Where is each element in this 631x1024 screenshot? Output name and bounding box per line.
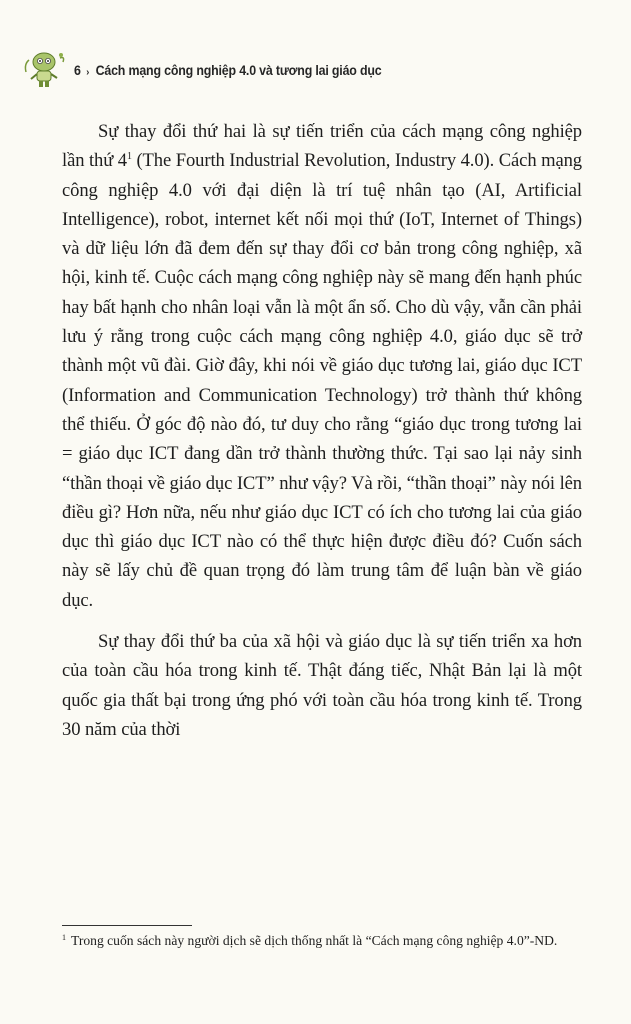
running-header — [22, 50, 611, 90]
footnote — [62, 931, 582, 951]
body-text — [62, 117, 582, 756]
chapter-title: Cách mạng công nghiệp 4.0 và tương lai giáo dục — [95, 62, 382, 78]
paragraph-1-text-a: Sự thay đổi thứ hai là sự tiến triển của cách mạng công nghiệp lần thứ 4 — [62, 121, 582, 172]
robot-icon — [22, 50, 66, 90]
footnote-text: Trong cuốn sách này người dịch sẽ dịch thống nhất là “Cách mạng công nghiệp 4.0”-ND. — [71, 933, 558, 948]
paragraph-1-text-b: (The Fourth Industrial Revolution, Industry 4.0). Cách mạng công nghiệp 4.0 với đại diện là trí tuệ nhân tạo (AI, Artificial Intelligence), robot, internet kết nối mọi thứ (IoT, Internet of Things) và dữ liệu lớn đã đem đến sự thay đổi cơ bản trong công nghiệp, xã hội, kinh tế. Cuộc cách mạng công nghiệp này sẽ mang đến hạnh phúc hay bất hạnh cho nhân loại vẫn là một ẩn số. Cho dù vậy, vẫn cần phải lưu ý rằng trong cuộc cách mạng công nghiệp 4.0, giáo dục sẽ trở thành một vũ đài. Giờ đây, khi nói về giáo dục tương lai, giáo dục ICT (Information and Communication Technology) trở thành thứ không thể thiếu. Ở góc độ nào đó, tư duy cho rằng “giáo dục trong tương lai = giáo dục ICT đang dần trở thành thường thức. Tại sao lại nảy sinh “thần thoại về giáo dục ICT” như vậy? Và rồi, “thần thoại” này nói lên điều gì? Hơn nữa, nếu như giáo dục ICT có ích cho tương lai của giáo dục thì giáo dục ICT nào có thể thực hiện được điều đó? Cuốn sách này sẽ lấy chủ đề quan trọng đó làm trung tâm để luận bàn về giáo dục. — [62, 150, 582, 611]
paragraph-2: Sự thay đổi thứ ba của xã hội và giáo dục là sự tiến triển xa hơn của toàn cầu hóa trong kinh tế. Thật đáng tiếc, Nhật Bản lại là một quốc gia thất bại trong ứng phó với toàn cầu hóa trong kinh tế. Trong 30 năm của thời — [62, 631, 582, 740]
running-head — [74, 63, 381, 78]
paragraph-1 — [62, 117, 582, 615]
page-number: 6 — [74, 62, 81, 78]
footnote-reference[interactable]: 1 — [126, 151, 132, 163]
footnote-marker: 1 — [62, 933, 66, 942]
footnote-divider — [62, 925, 192, 926]
separator: › — [86, 66, 90, 78]
